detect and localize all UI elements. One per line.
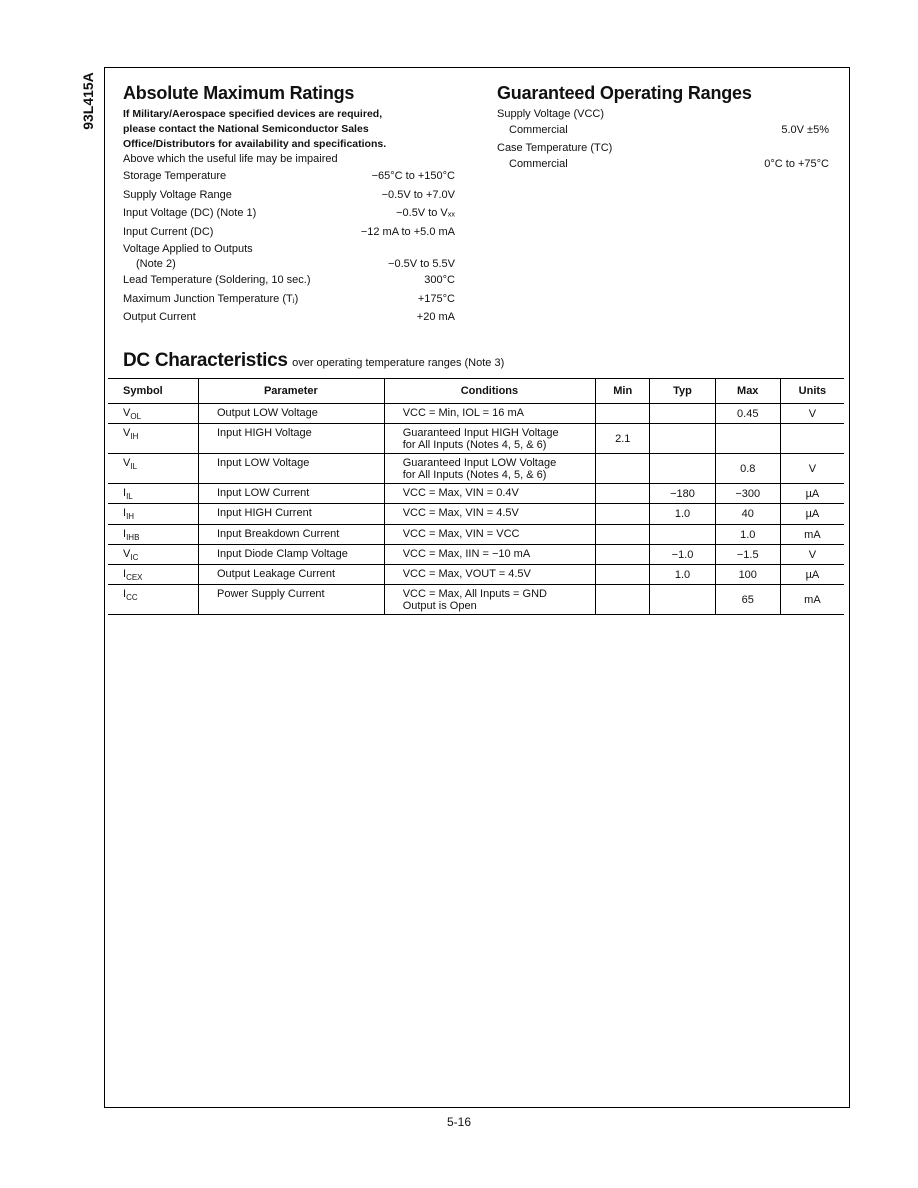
cell-typ xyxy=(650,524,715,544)
condition-line: VCC = Max, IIN = −10 mA xyxy=(402,547,531,560)
cell-conditions xyxy=(384,504,595,524)
cell-max: 40 xyxy=(715,504,780,524)
dc-title: DC Characteristics xyxy=(123,350,288,371)
table-row xyxy=(108,404,844,424)
cell-typ xyxy=(650,585,715,615)
rating-row xyxy=(123,186,455,205)
symbol-letter: V xyxy=(123,427,131,440)
rating-label: Lead Temperature (Soldering, 10 sec.) xyxy=(123,274,311,287)
symbol-subscript: IL xyxy=(126,492,133,502)
case-commercial-label: Commercial xyxy=(509,157,568,170)
condition-line: Guaranteed Input HIGH Voltage xyxy=(402,427,559,440)
cell-min xyxy=(596,564,650,584)
table-row xyxy=(108,424,844,454)
useful-life-note: Above which the useful life may be impaired xyxy=(123,153,338,165)
rating-label: Output Current xyxy=(123,311,196,324)
cell-typ xyxy=(650,454,715,484)
table-row xyxy=(108,544,844,564)
condition-line: Guaranteed Input LOW Voltage xyxy=(402,457,557,470)
table-row xyxy=(108,504,844,524)
cell-max: −300 xyxy=(715,484,780,504)
cell-typ: 1.0 xyxy=(650,564,715,584)
rating-row xyxy=(123,241,455,256)
condition-line: for All Inputs (Notes 4, 5, & 6) xyxy=(402,469,547,482)
symbol-letter: V xyxy=(123,547,131,560)
cell-symbol xyxy=(108,404,199,424)
cell-parameter: Output Leakage Current xyxy=(199,564,385,584)
page-number: 5-16 xyxy=(446,1115,472,1129)
symbol-letter: V xyxy=(123,407,131,419)
supply-voltage-row xyxy=(497,122,829,137)
rating-row xyxy=(123,290,455,309)
cell-max: 100 xyxy=(715,564,780,584)
cell-min xyxy=(596,585,650,615)
symbol-subscript: IH xyxy=(130,432,139,442)
cell-min xyxy=(596,454,650,484)
cell-max: 1.0 xyxy=(715,524,780,544)
table-row xyxy=(108,484,844,504)
cell-symbol xyxy=(108,544,199,564)
cell-max xyxy=(715,424,780,454)
cell-conditions xyxy=(384,484,595,504)
rating-value: −65°C to +150°C xyxy=(371,170,455,183)
rating-value: 300°C xyxy=(424,274,455,287)
case-temp-label: Case Temperature (TC) xyxy=(497,142,613,154)
cell-typ: 1.0 xyxy=(650,504,715,524)
cell-min xyxy=(596,504,650,524)
condition-line: VCC = Min, IOL = 16 mA xyxy=(402,407,524,419)
cell-units: mA xyxy=(780,585,844,615)
operating-ranges-title: Guaranteed Operating Ranges xyxy=(497,83,752,103)
symbol-letter: I xyxy=(123,487,127,500)
rating-label: Supply Voltage Range xyxy=(123,188,232,201)
cell-symbol xyxy=(108,585,199,615)
symbol-letter: I xyxy=(123,527,127,540)
col-min: Min xyxy=(596,379,650,404)
cell-symbol xyxy=(108,484,199,504)
cell-parameter: Input LOW Current xyxy=(199,484,385,504)
cell-max: 65 xyxy=(715,585,780,615)
cell-units: µA xyxy=(780,504,844,524)
rating-value: −0.5V to +7.0V xyxy=(381,188,455,201)
symbol-letter: I xyxy=(123,588,127,601)
rating-value: +20 mA xyxy=(416,311,455,324)
cell-max: 0.8 xyxy=(715,454,780,484)
rating-label: Maximum Junction Temperature (Tⱼ) xyxy=(123,293,299,306)
cell-typ xyxy=(650,404,715,424)
case-temp-row xyxy=(497,156,829,171)
supply-commercial-label: Commercial xyxy=(509,123,568,136)
military-warning xyxy=(123,107,455,152)
absolute-max-title: Absolute Maximum Ratings xyxy=(123,83,355,103)
rating-value: −0.5V to 5.5V xyxy=(388,257,455,270)
cell-symbol xyxy=(108,424,199,454)
symbol-letter: V xyxy=(123,457,131,470)
part-number-text: 93L415A xyxy=(80,72,96,130)
condition-line: VCC = Max, VOUT = 4.5V xyxy=(402,567,531,580)
warning-line: Office/Distributors for availability and specifications. xyxy=(123,138,387,150)
cell-min xyxy=(596,524,650,544)
cell-units: V xyxy=(780,454,844,484)
rating-row xyxy=(123,256,455,271)
cell-units: V xyxy=(780,544,844,564)
cell-min: 2.1 xyxy=(596,424,650,454)
cell-parameter: Input Breakdown Current xyxy=(199,524,385,544)
symbol-subscript: OL xyxy=(130,412,142,422)
ratings-list xyxy=(123,167,455,327)
condition-line: Output is Open xyxy=(402,600,477,613)
symbol-subscript: IHB xyxy=(126,532,140,542)
col-symbol: Symbol xyxy=(108,379,199,404)
cell-conditions xyxy=(384,585,595,615)
condition-line: for All Inputs (Notes 4, 5, & 6) xyxy=(402,439,547,452)
table-header-row xyxy=(108,379,844,404)
cell-max: 0.45 xyxy=(715,404,780,424)
cell-units xyxy=(780,424,844,454)
cell-units: µA xyxy=(780,564,844,584)
cell-units: mA xyxy=(780,524,844,544)
cell-symbol xyxy=(108,454,199,484)
condition-line: VCC = Max, All Inputs = GND xyxy=(402,588,547,601)
symbol-subscript: IL xyxy=(130,462,138,472)
rating-label: Storage Temperature xyxy=(123,170,227,183)
cell-conditions xyxy=(384,454,595,484)
cell-symbol xyxy=(108,524,199,544)
cell-min xyxy=(596,484,650,504)
warning-line: please contact the National Semiconductor Sales xyxy=(123,123,369,135)
cell-symbol xyxy=(108,504,199,524)
col-conditions: Conditions xyxy=(384,379,595,404)
symbol-letter: I xyxy=(123,567,127,580)
table-row xyxy=(108,585,844,615)
cell-min xyxy=(596,404,650,424)
cell-typ xyxy=(650,424,715,454)
cell-conditions xyxy=(384,564,595,584)
condition-line: VCC = Max, VIN = 4.5V xyxy=(402,507,519,520)
rating-label: Voltage Applied to Outputs xyxy=(123,242,253,255)
col-typ: Typ xyxy=(650,379,715,404)
condition-line: VCC = Max, VIN = VCC xyxy=(402,527,520,540)
condition-line: VCC = Max, VIN = 0.4V xyxy=(402,487,519,500)
dc-subtitle: over operating temperature ranges (Note 3) xyxy=(292,357,505,369)
cell-max: −1.5 xyxy=(715,544,780,564)
cell-typ: −180 xyxy=(650,484,715,504)
cell-parameter: Input LOW Voltage xyxy=(199,454,385,484)
rating-row xyxy=(123,308,455,327)
cell-conditions xyxy=(384,404,595,424)
rating-row xyxy=(123,271,455,290)
cell-units: V xyxy=(780,404,844,424)
symbol-letter: I xyxy=(123,507,127,520)
operating-ranges-section xyxy=(497,83,829,171)
cell-parameter: Input Diode Clamp Voltage xyxy=(199,544,385,564)
symbol-subscript: IH xyxy=(126,512,135,522)
symbol-subscript: IC xyxy=(130,552,139,562)
rating-row xyxy=(123,204,455,223)
cell-parameter: Power Supply Current xyxy=(199,585,385,615)
cell-conditions xyxy=(384,424,595,454)
cell-parameter: Input HIGH Voltage xyxy=(199,424,385,454)
dc-characteristics-heading xyxy=(123,350,504,372)
part-number-side-label xyxy=(68,66,108,136)
col-max: Max xyxy=(715,379,780,404)
cell-typ: −1.0 xyxy=(650,544,715,564)
table-row xyxy=(108,564,844,584)
dc-characteristics-table xyxy=(108,378,844,615)
supply-commercial-value: 5.0V ±5% xyxy=(781,123,829,136)
rating-row xyxy=(123,223,455,242)
col-parameter: Parameter xyxy=(199,379,385,404)
table-row xyxy=(108,524,844,544)
cell-conditions xyxy=(384,524,595,544)
cell-symbol xyxy=(108,564,199,584)
cell-parameter: Input HIGH Current xyxy=(199,504,385,524)
symbol-subscript: CEX xyxy=(126,573,143,583)
symbol-subscript: CC xyxy=(126,593,138,603)
rating-row xyxy=(123,167,455,186)
cell-parameter: Output LOW Voltage xyxy=(199,404,385,424)
warning-line: If Military/Aerospace specified devices are required, xyxy=(123,108,383,120)
rating-label: Input Voltage (DC) (Note 1) xyxy=(123,207,257,220)
case-commercial-value: 0°C to +75°C xyxy=(764,157,829,170)
table-row xyxy=(108,454,844,484)
col-units: Units xyxy=(780,379,844,404)
rating-value: −0.5V to Vₓₓ xyxy=(396,207,455,220)
rating-value: +175°C xyxy=(417,292,455,305)
rating-label: (Note 2) xyxy=(136,257,176,270)
absolute-max-ratings-section xyxy=(123,83,455,327)
cell-conditions xyxy=(384,544,595,564)
rating-label: Input Current (DC) xyxy=(123,225,214,238)
rating-value: −12 mA to +5.0 mA xyxy=(360,225,455,238)
cell-min xyxy=(596,544,650,564)
cell-units: µA xyxy=(780,484,844,504)
supply-voltage-label: Supply Voltage (VCC) xyxy=(497,108,604,120)
